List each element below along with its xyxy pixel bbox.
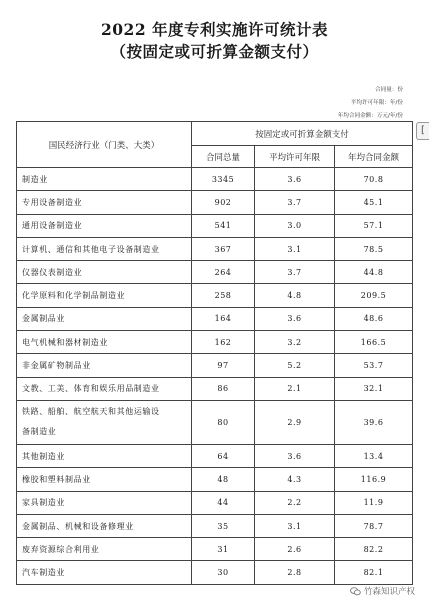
table-row	[17, 491, 413, 514]
total-cell: 97	[192, 354, 255, 377]
amount-cell: 48.6	[335, 307, 413, 330]
industry-cell-line: 铁路、船舶、航空航天和其他运输设	[22, 407, 160, 417]
total-cell: 31	[192, 538, 255, 561]
industry-cell: 汽车制造业	[17, 561, 192, 584]
total-cell: 162	[192, 331, 255, 354]
years-cell: 3.6	[255, 168, 335, 191]
industry-cell: 计算机、通信和其他电子设备制造业	[17, 237, 192, 260]
total-cell: 3345	[192, 168, 255, 191]
amount-cell: 13.4	[335, 444, 413, 467]
amount-cell: 70.8	[335, 168, 413, 191]
industry-cell-line: 备制造业	[22, 427, 57, 437]
years-cell: 2.8	[255, 561, 335, 584]
industry-cell: 废弃资源综合利用业	[17, 538, 192, 561]
table-row	[17, 468, 413, 491]
table-row	[17, 377, 413, 400]
table-row	[17, 514, 413, 537]
amount-cell: 53.7	[335, 354, 413, 377]
total-cell: 902	[192, 191, 255, 214]
total-cell: 541	[192, 214, 255, 237]
years-cell: 2.2	[255, 491, 335, 514]
years-cell: 3.7	[255, 191, 335, 214]
table-row	[17, 237, 413, 260]
industry-cell: 制造业	[17, 168, 192, 191]
total-cell: 258	[192, 284, 255, 307]
years-cell: 2.1	[255, 377, 335, 400]
total-cell: 264	[192, 261, 255, 284]
license-statistics-table	[16, 121, 413, 585]
unit-contracts: 合同量：份	[375, 87, 403, 93]
industry-cell: 通用设备制造业	[17, 214, 192, 237]
unit-amount: 年均合同金额：万元/年/份	[337, 113, 403, 119]
table-row	[17, 214, 413, 237]
watermark-text: 竹森知识产权	[363, 587, 415, 597]
table-row	[17, 284, 413, 307]
total-cell: 86	[192, 377, 255, 400]
amount-cell: 11.9	[335, 491, 413, 514]
table-row	[17, 331, 413, 354]
years-cell: 3.2	[255, 331, 335, 354]
header-payment-group: 按固定或可折算金额支付	[192, 122, 413, 146]
unit-years: 平均许可年限：年/份	[350, 100, 403, 106]
amount-cell: 82.1	[335, 561, 413, 584]
industry-cell: 专用设备制造业	[17, 191, 192, 214]
total-cell: 80	[192, 400, 255, 444]
amount-cell: 78.5	[335, 237, 413, 260]
amount-cell: 82.2	[335, 538, 413, 561]
industry-cell: 金属制品、机械和设备修理业	[17, 514, 192, 537]
amount-cell: 116.9	[335, 468, 413, 491]
chat-bubble-icon	[350, 587, 361, 596]
table-row	[17, 191, 413, 214]
years-cell: 3.1	[255, 237, 335, 260]
industry-cell: 金属制品业	[17, 307, 192, 330]
amount-cell: 78.7	[335, 514, 413, 537]
header-avg-years: 平均许可年限	[255, 146, 335, 168]
years-cell: 2.6	[255, 538, 335, 561]
document-title: 2022 年度专利实施许可统计表	[100, 20, 329, 39]
amount-cell: 44.8	[335, 261, 413, 284]
header-avg-amount: 年均合同金额	[335, 146, 413, 168]
amount-cell: 209.5	[335, 284, 413, 307]
industry-cell: 家具制造业	[17, 491, 192, 514]
industry-cell: 其他制造业	[17, 444, 192, 467]
total-cell: 64	[192, 444, 255, 467]
years-cell: 4.8	[255, 284, 335, 307]
header-total-contracts: 合同总量	[192, 146, 255, 168]
industry-cell: 橡胶和塑料制品业	[17, 468, 192, 491]
table-row	[17, 354, 413, 377]
years-cell: 3.1	[255, 514, 335, 537]
document-subtitle: （按固定或可折算金额支付）	[110, 42, 319, 61]
table-row	[17, 538, 413, 561]
table-row	[17, 400, 413, 444]
table-row	[17, 168, 413, 191]
years-cell: 5.2	[255, 354, 335, 377]
industry-cell: 仪器仪表制造业	[17, 261, 192, 284]
total-cell: 367	[192, 237, 255, 260]
total-cell: 164	[192, 307, 255, 330]
total-cell: 48	[192, 468, 255, 491]
years-cell: 2.9	[255, 400, 335, 444]
industry-cell	[17, 400, 192, 444]
total-cell: 30	[192, 561, 255, 584]
industry-cell: 电气机械和器材制造业	[17, 331, 192, 354]
amount-cell: 57.1	[335, 214, 413, 237]
table-row	[17, 444, 413, 467]
years-cell: 3.0	[255, 214, 335, 237]
side-panel-tab[interactable]	[416, 122, 429, 140]
years-cell: 3.7	[255, 261, 335, 284]
table-row	[17, 261, 413, 284]
years-cell: 3.6	[255, 307, 335, 330]
units-note	[338, 84, 403, 123]
bracket-tab-icon: [	[421, 125, 425, 136]
table-row	[17, 561, 413, 584]
amount-cell: 32.1	[335, 377, 413, 400]
amount-cell: 166.5	[335, 331, 413, 354]
amount-cell: 45.1	[335, 191, 413, 214]
years-cell: 3.6	[255, 444, 335, 467]
total-cell: 44	[192, 491, 255, 514]
amount-cell: 39.6	[335, 400, 413, 444]
table-row	[17, 307, 413, 330]
total-cell: 35	[192, 514, 255, 537]
industry-cell: 化学原料和化学制品制造业	[17, 284, 192, 307]
industry-cell: 非金属矿物制品业	[17, 354, 192, 377]
watermark	[350, 585, 415, 597]
industry-cell: 文教、工美、体育和娱乐用品制造业	[17, 377, 192, 400]
header-industry: 国民经济行业（门类、大类）	[17, 122, 192, 168]
years-cell: 4.3	[255, 468, 335, 491]
